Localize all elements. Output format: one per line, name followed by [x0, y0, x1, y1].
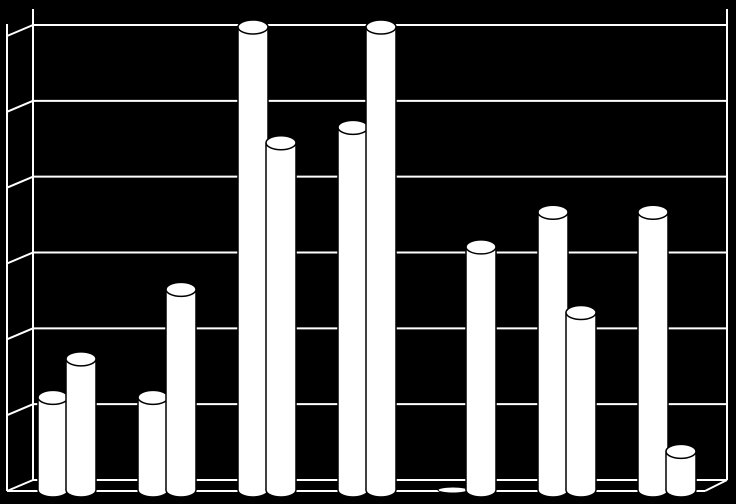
bar-s2-c6 — [566, 306, 596, 497]
floor-right-edge — [705, 480, 727, 491]
bar-top — [338, 120, 368, 134]
bar-body — [66, 359, 96, 490]
bar-s2-c7 — [666, 444, 696, 497]
bar-top — [266, 136, 296, 150]
bar-top — [366, 20, 396, 34]
bar-top — [166, 282, 196, 296]
bar-body — [266, 143, 296, 490]
gridline-side — [7, 480, 33, 491]
bar-top — [66, 352, 96, 366]
gridline-side — [7, 404, 33, 415]
bar-top — [638, 205, 668, 219]
gridline-side — [7, 253, 33, 264]
bar-s2-c3 — [266, 136, 296, 497]
bar-body — [466, 247, 496, 490]
bar-body — [566, 313, 596, 490]
bar-body — [166, 289, 196, 490]
gridline-side — [7, 101, 33, 112]
bar-top — [566, 306, 596, 320]
bar-s1-c5 — [438, 487, 468, 493]
bar-s1-c7 — [638, 205, 668, 497]
bar-body — [238, 27, 268, 490]
bar-top — [138, 390, 168, 404]
chart-bars — [38, 20, 696, 497]
bar-s2-c5 — [466, 240, 496, 497]
bar-s2-c2 — [166, 282, 196, 497]
bar-top — [238, 20, 268, 34]
bar-top — [538, 205, 568, 219]
gridline-side — [7, 25, 33, 36]
bar-body — [538, 212, 568, 490]
bar-body — [366, 27, 396, 490]
gridline-side — [7, 328, 33, 339]
bar-s2-c4 — [366, 20, 396, 497]
bar-s1-c6 — [538, 205, 568, 497]
bar-body — [138, 397, 168, 490]
bar-top — [666, 444, 696, 458]
bar-s1-c4 — [338, 120, 368, 497]
bar-body — [638, 212, 668, 490]
bar-flat — [438, 487, 468, 493]
gridline-side — [7, 177, 33, 188]
bar-s2-c1 — [66, 352, 96, 497]
bar-body — [338, 127, 368, 490]
bar-top — [466, 240, 496, 254]
bar-s1-c1 — [38, 390, 68, 497]
bar-top — [38, 390, 68, 404]
bar-body — [38, 397, 68, 490]
bar-s1-c3 — [238, 20, 268, 497]
bar-s1-c2 — [138, 390, 168, 497]
